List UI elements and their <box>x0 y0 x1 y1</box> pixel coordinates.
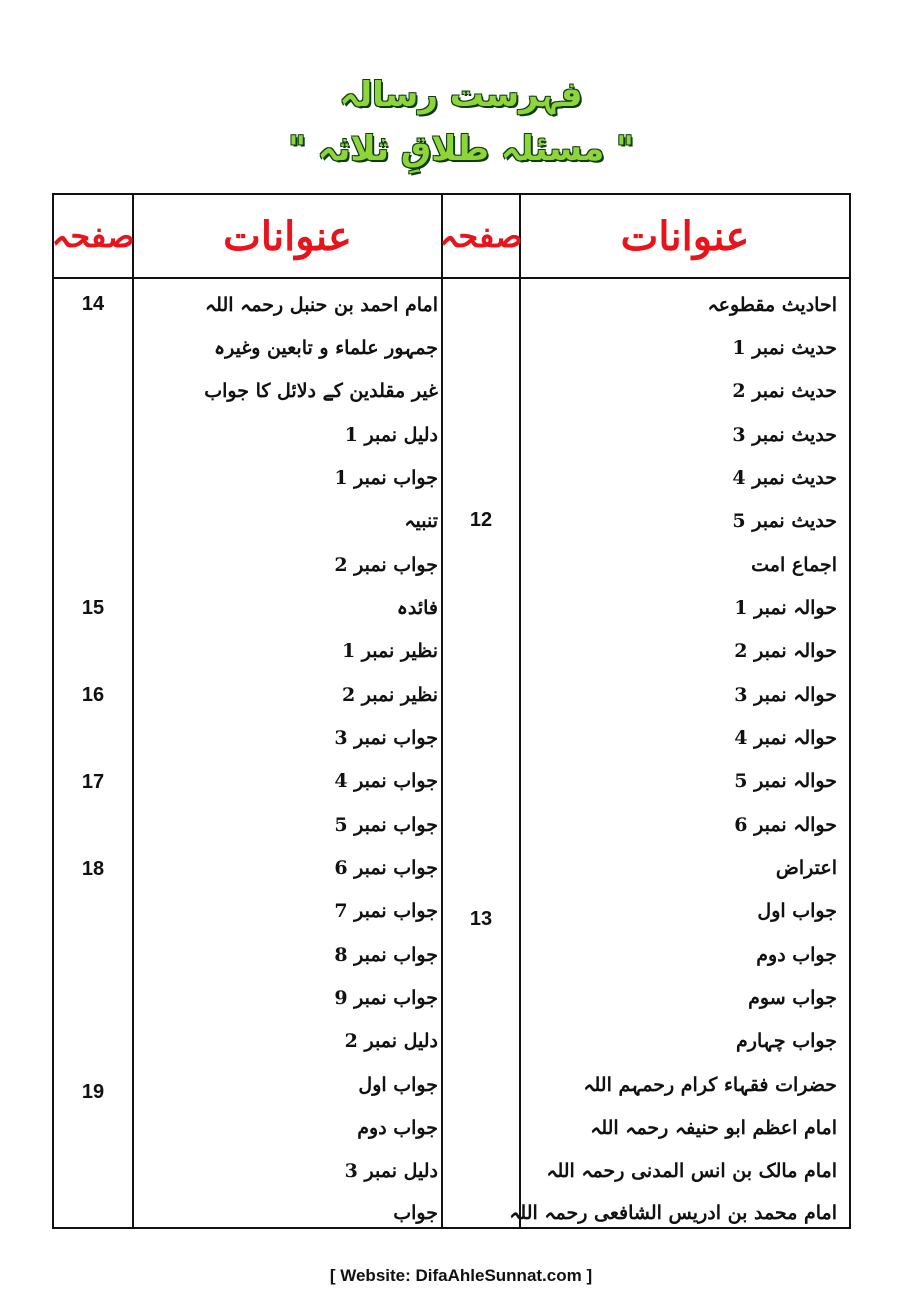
topic-item: امام اعظم ابو حنیفہ رحمہ اللہ <box>590 1117 837 1139</box>
topic-item: جواب نمبر 3 <box>334 727 438 749</box>
header-page-left: صفحہ <box>51 217 135 255</box>
topic-item: جواب نمبر 1 <box>334 467 438 489</box>
topic-item: حضرات فقہاء کرام رحمہم اللہ <box>583 1074 837 1096</box>
topic-item: جواب اول <box>757 900 837 922</box>
topic-item: اجماع امت <box>751 554 837 576</box>
topic-item: دلیل نمبر 2 <box>344 1030 438 1052</box>
footer-website: [ Website: DifaAhleSunnat.com ] <box>329 1266 593 1285</box>
page-subtitle: " مسئلہ طلاقِ ثلاثہ " <box>288 129 634 169</box>
page-number: 17 <box>81 771 105 793</box>
topic-item: جواب <box>393 1202 438 1224</box>
contents-table <box>52 193 851 1229</box>
topic-item: حوالہ نمبر 5 <box>734 770 837 792</box>
topic-item: حوالہ نمبر 4 <box>734 727 837 749</box>
topic-item: تنبیہ <box>404 510 438 532</box>
topic-item: جمہور علماء و تابعین وغیرہ <box>213 337 438 359</box>
page-number: 12 <box>469 509 493 531</box>
topic-item: غیر مقلدین کے دلائل کا جواب <box>204 380 438 402</box>
topic-item: امام مالک بن انس المدنی رحمہ اللہ <box>546 1160 837 1182</box>
topic-item: جواب نمبر 8 <box>334 944 438 966</box>
column-divider <box>441 195 443 1227</box>
header-topics-right: عنوانات <box>620 212 750 260</box>
topic-item: جواب نمبر 7 <box>334 900 438 922</box>
topic-item: اعتراض <box>775 857 837 879</box>
page-number: 13 <box>469 908 493 930</box>
page-number: 14 <box>81 293 105 315</box>
topic-item: حوالہ نمبر 2 <box>734 640 837 662</box>
header-divider <box>54 277 849 279</box>
topic-item: حدیث نمبر 4 <box>732 467 837 489</box>
topic-item: حوالہ نمبر 1 <box>734 597 837 619</box>
topic-item: حوالہ نمبر 3 <box>734 684 837 706</box>
topic-item: جواب نمبر 4 <box>334 770 438 792</box>
page-title: فہرست رسالہ <box>339 75 583 115</box>
topic-item: فائدہ <box>396 597 438 619</box>
topic-item: نظیر نمبر 1 <box>341 640 438 662</box>
page-number: 19 <box>81 1081 105 1103</box>
topic-item: امام احمد بن حنبل رحمہ اللہ <box>205 294 438 316</box>
topic-item: حدیث نمبر 5 <box>732 510 837 532</box>
topic-item: دلیل نمبر 1 <box>344 424 438 446</box>
topic-item: حدیث نمبر 2 <box>732 380 837 402</box>
column-divider <box>132 195 134 1227</box>
header-topics-left: عنوانات <box>223 212 352 260</box>
topic-item: امام محمد بن ادریس الشافعی رحمہ اللہ <box>509 1202 837 1224</box>
topic-item: جواب اول <box>358 1074 438 1096</box>
topic-item: حدیث نمبر 3 <box>732 424 837 446</box>
topic-item: جواب دوم <box>357 1117 438 1139</box>
topic-item: جواب نمبر 9 <box>334 987 438 1009</box>
topic-item: جواب نمبر 5 <box>334 814 438 836</box>
topic-item: جواب نمبر 6 <box>334 857 438 879</box>
topic-item: احادیث مقطوعہ <box>707 294 837 316</box>
topic-item: جواب چہارم <box>736 1030 837 1052</box>
topic-item: جواب دوم <box>756 944 837 966</box>
topic-item: دلیل نمبر 3 <box>344 1160 438 1182</box>
topic-item: حدیث نمبر 1 <box>732 337 837 359</box>
page-number: 16 <box>81 684 105 706</box>
topic-item: جواب سوم <box>748 987 837 1009</box>
page-number: 15 <box>81 597 105 619</box>
topic-item: حوالہ نمبر 6 <box>734 814 837 836</box>
topic-item: جواب نمبر 2 <box>334 554 438 576</box>
topic-item: نظیر نمبر 2 <box>341 684 438 706</box>
header-page-right: صفحہ <box>439 217 523 255</box>
page-number: 18 <box>81 858 105 880</box>
